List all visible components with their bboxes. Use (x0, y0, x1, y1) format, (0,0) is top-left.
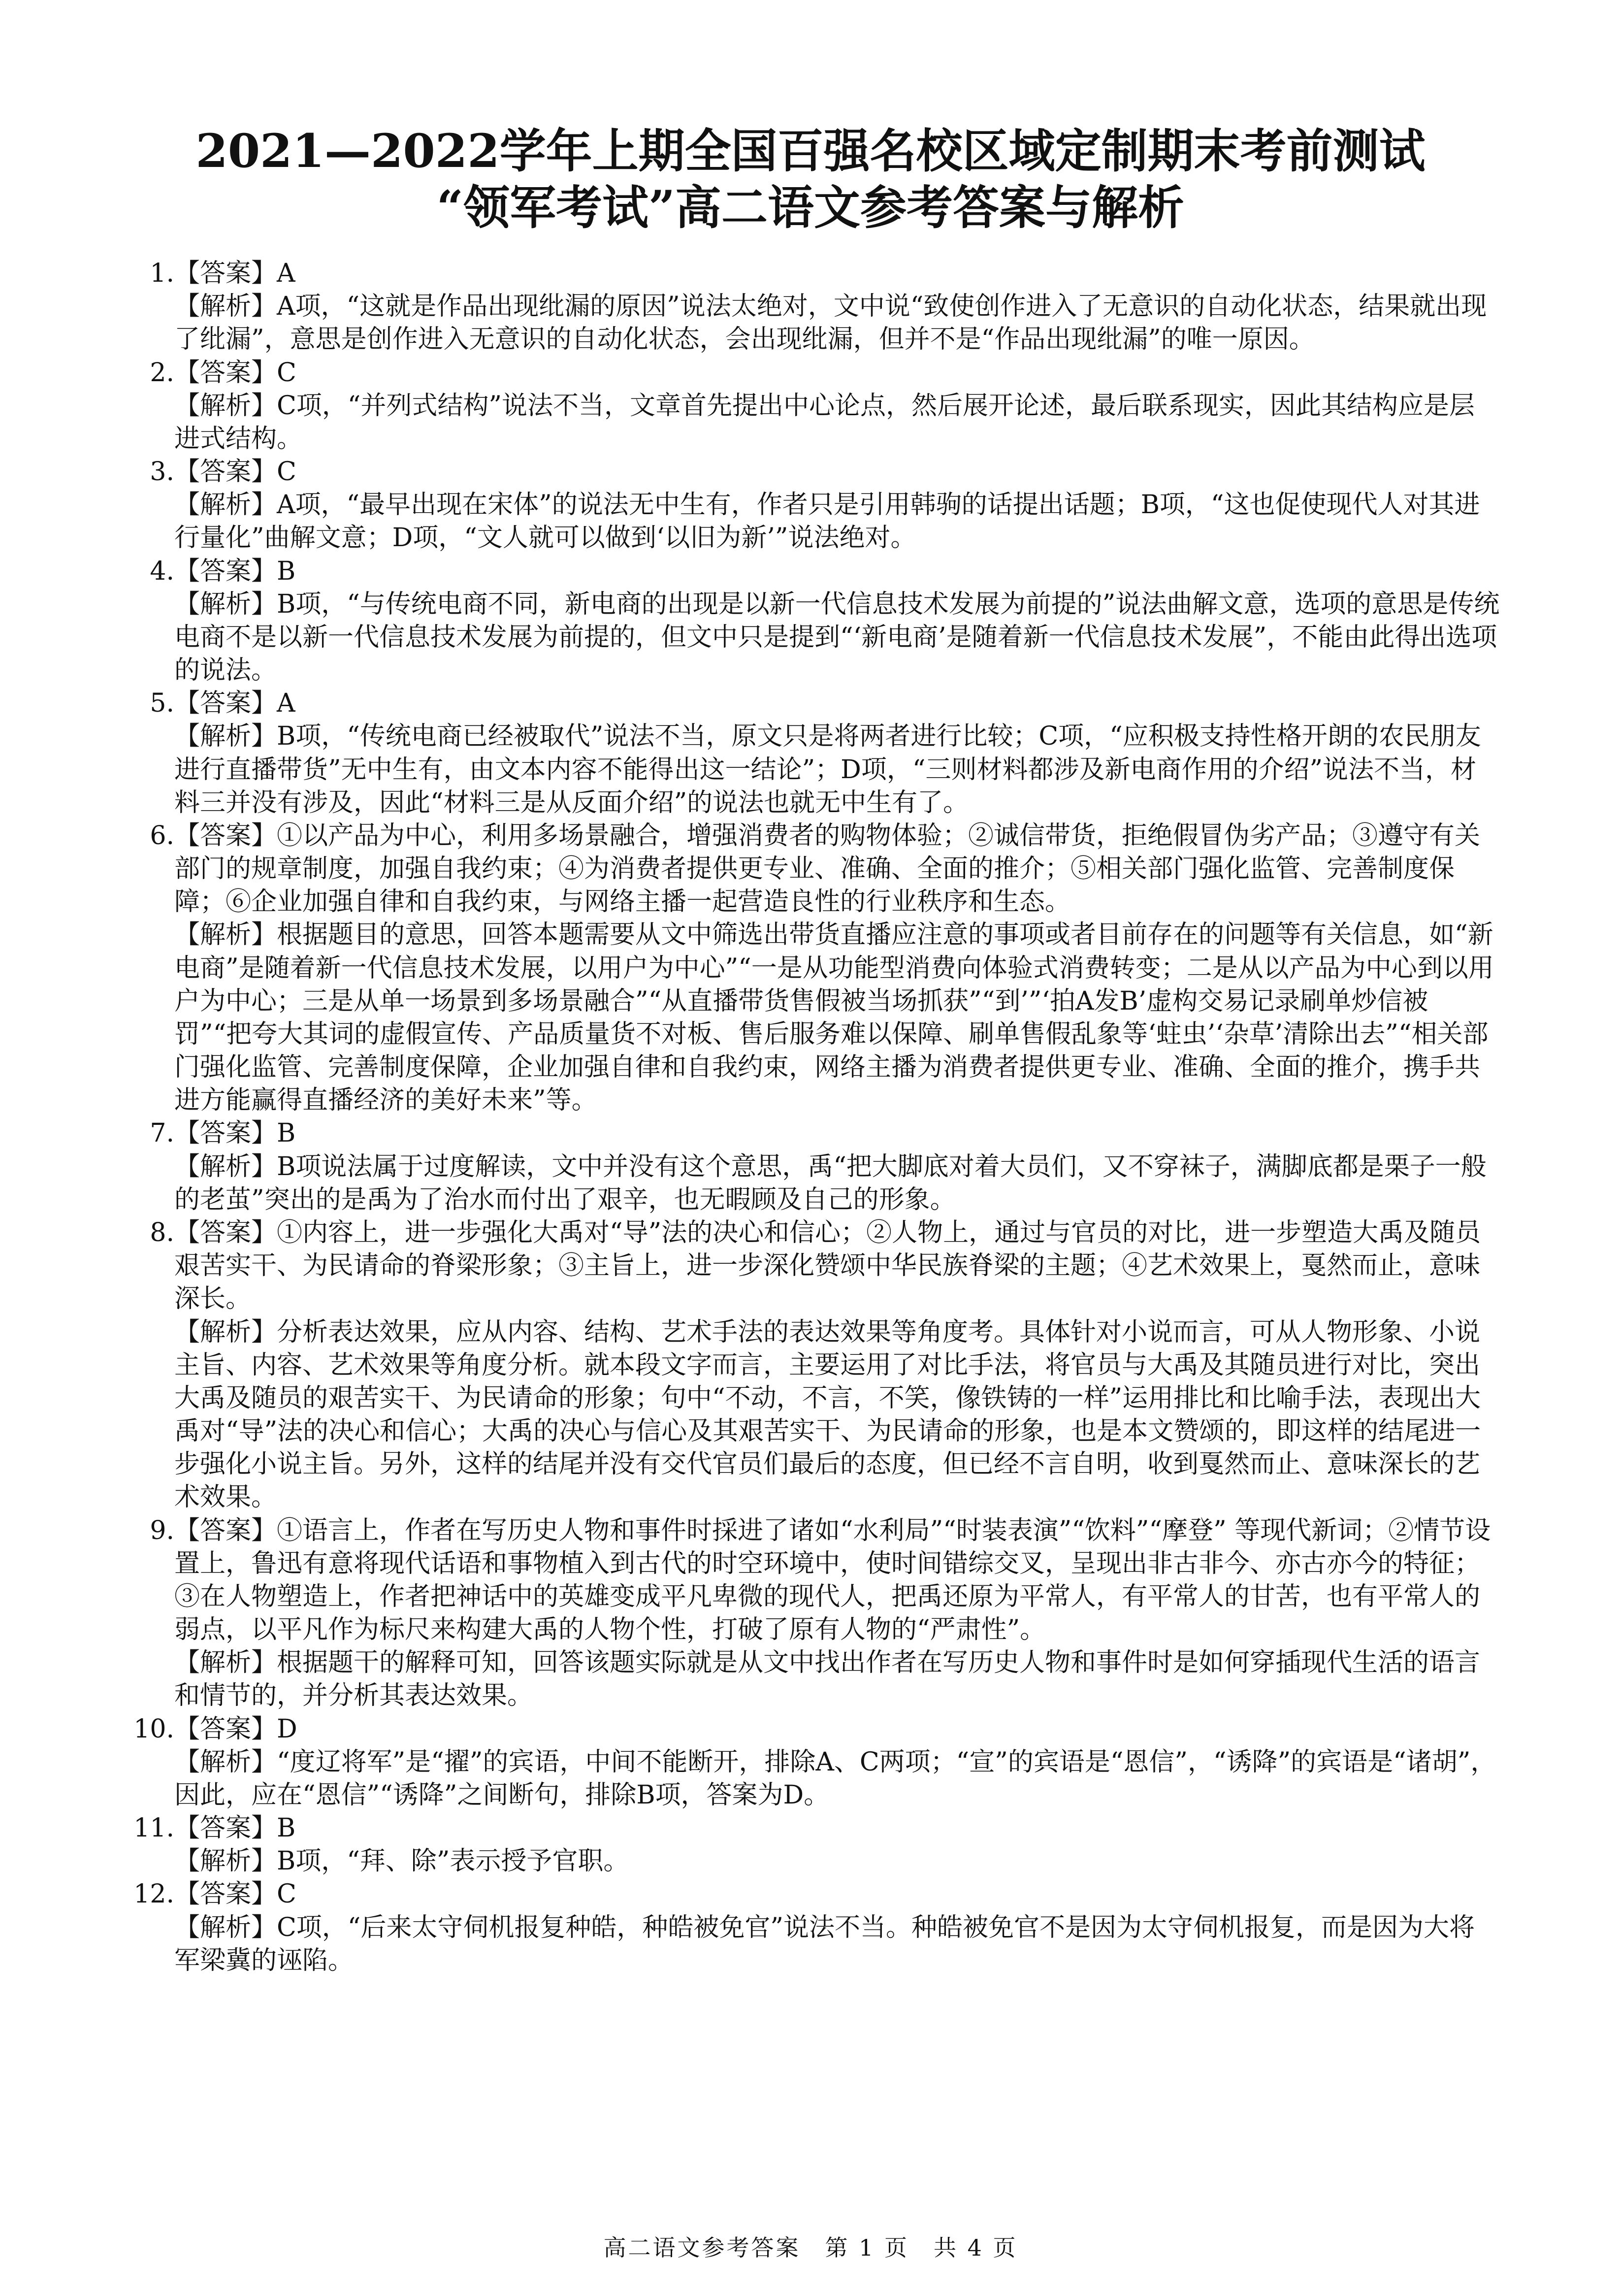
question-number: 5. (150, 689, 174, 719)
answer-text: 【答案】①语言上，作者在写历史人物和事件时採进了诸如“水利局”“时装表演”“饮料”“摩登” 等现代新词；②情节设置上，鲁迅有意将现代话语和事物植入到古代的时空环境中，使时间错综交叉，呈现出非古非今、亦古亦今的特征；③在人物塑造上，作者把神话中的英雄变成平凡卑微的现代人，把禹还原为平常人，有平常人的甘苦，也有平常人的弱点，以平凡作为标尺来构建大禹的人物个性，打破了原有人物的“严肃性”。 (174, 1515, 1491, 1645)
answer-item (121, 357, 1500, 456)
analysis-text: 【解析】分析表达效果，应从内容、结构、艺术手法的表达效果等角度考。具体针对小说而言，可从人物形象、小说主旨、内容、艺术效果等角度分析。就本段文字而言，主要运用了对比手法，将官员与大禹及其随员进行对比，突出大禹及随员的艰苦实干、为民请命的形象；句中“不动，不言，不笑，像铁铸的一样”运用排比和比喻手法，表现出大禹对“导”法的决心和信心；大禹的决心与信心及其艰苦实干、为民请命的形象，也是本文赞颂的，即这样的结尾进一步强化小说主旨。另外，这样的结尾并没有交代官员们最后的态度，但已经不言自明，收到戛然而止、意味深长的艺术效果。 (174, 1317, 1481, 1512)
answer-text: 【答案】C (174, 358, 296, 388)
question-number: 8. (150, 1217, 174, 1247)
answer-text: 【答案】C (174, 457, 296, 487)
answer-text: 【答案】①以产品为中心，利用多场景融合，增强消费者的购物体验；②诚信带货，拒绝假冒伪劣产品；③遵守有关部门的规章制度，加强自我约束；④为消费者提供更专业、准确、全面的推介；⑤相关部门强化监管、完善制度保障；⑥企业加强自律和自我约束，与网络主播一起营造良性的行业秩序和生态。 (174, 820, 1481, 917)
analysis-text: 【解析】C项，“并列式结构”说法不当，文章首先提出中心论点，然后展开论述，最后联系现实，因此其结构应是层进式结构。 (174, 391, 1475, 454)
analysis-text: 【解析】根据题目的意思，回答本题需要从文中筛选出带货直播应注意的事项或者目前存在的问题等有关信息，如“新电商”是随着新一代信息技术发展，以用户为中心”“一是从功能型消费向体验式消费转变；二是从以产品为中心到以用户为中心；三是从单一场景到多场景融合”“从直播带货售假被当场抓获”“到’”‘拍A发B’虚构交易记录刷单炒信被罚”“把夸大其词的虚假宣传、产品质量货不对板、售后服务难以保障、刷单售假乱象等‘蛀虫’‘杂草’清除出去”“相关部门强化监管、完善制度保障，企业加强自律和自我约束，网络主播为消费者提供更专业、准确、全面的推介，携手共进方能赢得直播经济的美好未来”等。 (174, 920, 1494, 1115)
answer-item (121, 1216, 1500, 1514)
question-number: 3. (150, 457, 174, 487)
answer-item (121, 1514, 1500, 1713)
page-footer: 高二语文参考答案 第 1 页 共 4 页 (603, 2234, 1018, 2261)
question-number: 2. (150, 358, 174, 388)
question-number: 7. (150, 1118, 174, 1148)
answer-text: 【答案】A (174, 259, 295, 288)
analysis-text: 【解析】C项，“后来太守伺机报复种皓，种皓被免官”说法不当。种皓被免官不是因为太守伺机报复，而是因为大将军梁冀的诬陷。 (174, 1912, 1475, 1975)
analysis-text: 【解析】“度辽将军”是“擢”的宾语，中间不能断开，排除A、C两项；“宣”的宾语是“恩信”，“诱降”的宾语是“诸胡”，因此，应在“恩信”“诱降”之间断句，排除B项，答案为D。 (174, 1747, 1496, 1810)
analysis-text: 【解析】A项，“最早出现在宋体”的说法无中生有，作者只是引用韩驹的话提出话题；B项，“这也促使现代人对其进行量化”曲解文意；D项，“文人就可以做到‘以旧为新’”说法绝对。 (174, 490, 1480, 553)
answer-text: 【答案】C (174, 1879, 296, 1909)
page-title: 2021—2022学年上期全国百强名校区域定制期末考前测试 (195, 124, 1426, 178)
answer-text: 【答案】A (174, 689, 295, 719)
answer-list (121, 257, 1500, 1977)
question-number: 1. (150, 259, 174, 288)
question-number: 11. (133, 1813, 174, 1843)
question-number: 9. (150, 1515, 174, 1545)
question-number: 6. (150, 820, 174, 851)
question-number: 12. (133, 1879, 174, 1909)
answer-item (121, 555, 1500, 688)
answer-item (121, 687, 1500, 820)
analysis-text: 【解析】B项，“传统电商已经被取代”说法不当，原文只是将两者进行比较；C项，“应积极支持性格开朗的农民朋友进行直播带货”无中生有，由文本内容不能得出这一结论”；D项，“三则材料都涉及新电商作用的介绍”说法不当，材料三并没有涉及，因此“材料三是从反面介绍”的说法也就无中生有了。 (174, 722, 1481, 818)
answer-item (121, 1812, 1500, 1878)
question-number: 10. (133, 1714, 174, 1744)
page-subtitle: “领军考试”高二语文参考答案与解析 (436, 180, 1185, 235)
answer-text: 【答案】B (174, 556, 296, 586)
analysis-text: 【解析】B项说法属于过度解读，文中并没有这个意思，禹“把大脚底对着大员们，又不穿袜子，满脚底都是栗子一般的老茧”突出的是禹为了治水而付出了艰辛，也无暇顾及自己的形象。 (174, 1151, 1487, 1214)
title-block (0, 123, 1621, 236)
answer-text: 【答案】B (174, 1118, 296, 1148)
analysis-text: 【解析】B项，“拜、除”表示授予官职。 (174, 1846, 629, 1876)
answer-item (121, 1713, 1500, 1812)
analysis-text: 【解析】A项，“这就是作品出现纰漏的原因”说法太绝对，文中说“致使创作进入了无意识的自动化状态，结果就出现了纰漏”，意思是创作进入无意识的自动化状态，会出现纰漏，但并不是“作品出现纰漏”的唯一原因。 (174, 292, 1487, 355)
answer-item (121, 257, 1500, 357)
answer-item (121, 820, 1500, 1117)
analysis-text: 【解析】B项，“与传统电商不同，新电商的出现是以新一代信息技术发展为前提的”说法曲解文意，选项的意思是传统电商不是以新一代信息技术发展为前提的，但文中只是提到“‘新电商’是随着新一代信息技术发展”，不能由此得出选项的说法。 (174, 589, 1500, 686)
answer-text: 【答案】D (174, 1714, 297, 1744)
answer-item (121, 1878, 1500, 1977)
answer-item (121, 1117, 1500, 1216)
answer-text: 【答案】B (174, 1813, 296, 1843)
question-number: 4. (150, 556, 174, 586)
answer-text: 【答案】①内容上，进一步强化大禹对“导”法的决心和信心；②人物上，通过与官员的对比，进一步塑造大禹及随员艰苦实干、为民请命的脊梁形象；③主旨上，进一步深化赞颂中华民族脊梁的主题；④艺术效果上，戛然而止，意味深长。 (174, 1217, 1481, 1314)
answer-item (121, 456, 1500, 555)
analysis-text: 【解析】根据题干的解释可知，回答该题实际就是从文中找出作者在写历史人物和事件时是如何穿插现代生活的语言和情节的，并分析其表达效果。 (174, 1648, 1481, 1711)
